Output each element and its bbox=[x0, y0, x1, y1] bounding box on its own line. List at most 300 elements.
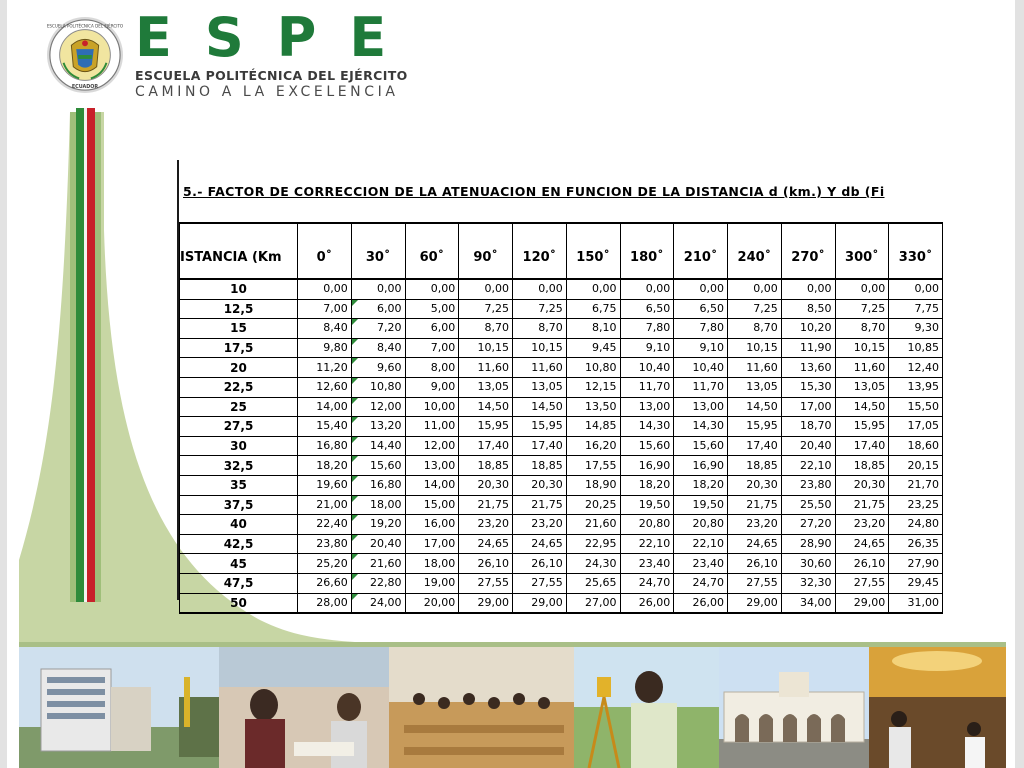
value-cell bbox=[298, 436, 352, 456]
value-cell bbox=[513, 358, 567, 378]
cell-value: 26,00 bbox=[692, 595, 724, 609]
value-cell bbox=[405, 475, 459, 495]
cell-value: 25,20 bbox=[316, 556, 348, 570]
cell-value: 18,70 bbox=[800, 419, 832, 433]
value-cell bbox=[781, 495, 835, 515]
value-cell bbox=[566, 475, 620, 495]
stripe-white bbox=[84, 108, 87, 602]
value-cell bbox=[405, 417, 459, 437]
cell-value: 8,70 bbox=[753, 321, 778, 335]
cell-value: 0,00 bbox=[860, 282, 886, 296]
cell-value: 0,00 bbox=[430, 282, 456, 296]
value-cell bbox=[459, 436, 513, 456]
table-row bbox=[180, 573, 943, 593]
cell-flag-indicator bbox=[352, 398, 358, 404]
table-row bbox=[180, 299, 943, 319]
distance-cell: 42,5 bbox=[180, 534, 298, 554]
cell-value: 13,05 bbox=[746, 380, 778, 394]
cell-value: 12,00 bbox=[370, 399, 402, 413]
cell-value: 6,75 bbox=[592, 301, 617, 315]
value-cell bbox=[781, 573, 835, 593]
value-cell bbox=[351, 456, 405, 476]
cell-value: 15,60 bbox=[370, 458, 402, 472]
cell-value: 20,80 bbox=[638, 517, 671, 531]
value-cell bbox=[351, 495, 405, 515]
cell-value: 29,00 bbox=[477, 595, 509, 609]
cell-value: 20,00 bbox=[423, 595, 456, 609]
cell-value: 15,95 bbox=[853, 419, 886, 433]
table-row bbox=[180, 495, 943, 515]
value-cell bbox=[835, 358, 889, 378]
distance-cell: 47,5 bbox=[180, 573, 298, 593]
cell-value: 12,40 bbox=[907, 360, 939, 374]
value-cell bbox=[620, 319, 674, 339]
cell-value: 18,20 bbox=[638, 478, 671, 492]
cell-value: 8,40 bbox=[377, 341, 402, 355]
cell-value: 10,40 bbox=[692, 360, 724, 374]
table-row bbox=[180, 279, 943, 299]
cell-value: 8,70 bbox=[860, 321, 886, 335]
cell-value: 17,00 bbox=[800, 399, 832, 413]
value-cell bbox=[351, 417, 405, 437]
cell-value: 16,80 bbox=[370, 478, 402, 492]
cell-value: 17,40 bbox=[531, 439, 563, 453]
value-cell bbox=[620, 534, 674, 554]
value-cell bbox=[674, 279, 728, 299]
cell-value: 7,25 bbox=[860, 301, 886, 315]
value-cell bbox=[351, 397, 405, 417]
cell-value: 32,30 bbox=[800, 576, 832, 590]
value-cell bbox=[405, 299, 459, 319]
cell-value: 17,40 bbox=[853, 439, 886, 453]
value-cell bbox=[835, 299, 889, 319]
cell-value: 26,00 bbox=[638, 595, 671, 609]
value-cell bbox=[728, 456, 782, 476]
cell-value: 16,80 bbox=[316, 439, 348, 453]
cell-value: 14,30 bbox=[638, 419, 671, 433]
value-cell bbox=[889, 279, 943, 299]
angle-column-header: 210˚ bbox=[674, 223, 728, 279]
cell-value: 7,00 bbox=[323, 301, 348, 315]
cell-value: 31,00 bbox=[907, 595, 939, 609]
value-cell bbox=[728, 495, 782, 515]
cell-flag-indicator bbox=[352, 456, 358, 462]
value-cell bbox=[405, 358, 459, 378]
table-row bbox=[180, 534, 943, 554]
value-cell bbox=[835, 475, 889, 495]
value-cell bbox=[889, 475, 943, 495]
value-cell bbox=[620, 495, 674, 515]
value-cell bbox=[405, 554, 459, 574]
value-cell bbox=[728, 515, 782, 535]
value-cell bbox=[674, 319, 728, 339]
value-cell bbox=[566, 573, 620, 593]
value-cell bbox=[459, 554, 513, 574]
value-cell bbox=[513, 319, 567, 339]
cell-value: 30,60 bbox=[800, 556, 832, 570]
cell-value: 13,20 bbox=[370, 419, 402, 433]
value-cell bbox=[405, 593, 459, 613]
value-cell bbox=[835, 436, 889, 456]
photo-colonial-building bbox=[719, 647, 869, 768]
cell-value: 34,00 bbox=[800, 595, 832, 609]
cell-value: 27,55 bbox=[746, 576, 778, 590]
distance-cell: 45 bbox=[180, 554, 298, 574]
value-cell bbox=[513, 397, 567, 417]
cell-value: 27,55 bbox=[853, 576, 886, 590]
distance-cell: 12,5 bbox=[180, 299, 298, 319]
value-cell bbox=[835, 573, 889, 593]
cell-value: 0,00 bbox=[807, 282, 832, 296]
distance-cell: 27,5 bbox=[180, 417, 298, 437]
cell-value: 8,00 bbox=[430, 360, 456, 374]
value-cell bbox=[459, 358, 513, 378]
cell-value: 11,60 bbox=[531, 360, 563, 374]
cell-value: 27,55 bbox=[477, 576, 509, 590]
value-cell bbox=[513, 593, 567, 613]
value-cell bbox=[298, 319, 352, 339]
cell-value: 20,25 bbox=[585, 497, 617, 511]
cell-value: 15,60 bbox=[638, 439, 671, 453]
cell-flag-indicator bbox=[352, 417, 358, 423]
value-cell bbox=[835, 319, 889, 339]
value-cell bbox=[674, 475, 728, 495]
cell-flag-indicator bbox=[352, 358, 358, 364]
distance-cell: 50 bbox=[180, 593, 298, 613]
angle-column-header: 330˚ bbox=[889, 223, 943, 279]
value-cell bbox=[674, 358, 728, 378]
value-cell bbox=[566, 299, 620, 319]
value-cell bbox=[298, 397, 352, 417]
cell-value: 28,90 bbox=[800, 537, 832, 551]
cell-value: 22,95 bbox=[585, 537, 617, 551]
value-cell bbox=[674, 338, 728, 358]
value-cell bbox=[620, 573, 674, 593]
cell-value: 23,80 bbox=[800, 478, 832, 492]
cell-flag-indicator bbox=[352, 378, 358, 384]
value-cell bbox=[513, 377, 567, 397]
value-cell bbox=[459, 593, 513, 613]
cell-value: 17,55 bbox=[585, 458, 617, 472]
cell-value: 7,20 bbox=[377, 321, 402, 335]
value-cell bbox=[566, 554, 620, 574]
cell-flag-indicator bbox=[352, 339, 358, 345]
cell-value: 18,60 bbox=[907, 439, 939, 453]
photo-classroom bbox=[389, 647, 574, 768]
value-cell bbox=[298, 593, 352, 613]
angle-column-header: 0˚ bbox=[298, 223, 352, 279]
value-cell bbox=[835, 397, 889, 417]
cell-value: 29,45 bbox=[907, 576, 939, 590]
value-cell bbox=[728, 397, 782, 417]
cell-value: 23,20 bbox=[531, 517, 563, 531]
value-cell bbox=[566, 436, 620, 456]
angle-column-header: 270˚ bbox=[781, 223, 835, 279]
value-cell bbox=[674, 417, 728, 437]
value-cell bbox=[620, 338, 674, 358]
cell-value: 9,45 bbox=[592, 341, 617, 355]
cell-value: 18,00 bbox=[370, 497, 402, 511]
cell-value: 11,60 bbox=[853, 360, 886, 374]
value-cell bbox=[674, 554, 728, 574]
cell-value: 16,90 bbox=[692, 458, 724, 472]
value-cell bbox=[351, 299, 405, 319]
value-cell bbox=[728, 593, 782, 613]
cell-flag-indicator bbox=[352, 535, 358, 541]
cell-value: 6,50 bbox=[699, 301, 724, 315]
value-cell bbox=[835, 593, 889, 613]
distance-cell: 22,5 bbox=[180, 377, 298, 397]
value-cell bbox=[674, 515, 728, 535]
value-cell bbox=[513, 534, 567, 554]
value-cell bbox=[620, 456, 674, 476]
cell-value: 14,30 bbox=[692, 419, 724, 433]
cell-value: 0,00 bbox=[592, 282, 617, 296]
value-cell bbox=[781, 358, 835, 378]
cell-value: 24,00 bbox=[370, 595, 402, 609]
value-cell bbox=[566, 515, 620, 535]
value-cell bbox=[674, 593, 728, 613]
cell-flag-indicator bbox=[352, 437, 358, 443]
value-cell bbox=[298, 554, 352, 574]
cell-value: 23,25 bbox=[907, 497, 939, 511]
cell-value: 17,40 bbox=[746, 439, 778, 453]
value-cell bbox=[298, 456, 352, 476]
value-cell bbox=[620, 299, 674, 319]
angle-column-header: 180˚ bbox=[620, 223, 674, 279]
value-cell bbox=[459, 475, 513, 495]
cell-value: 18,20 bbox=[316, 458, 348, 472]
cell-value: 6,00 bbox=[377, 301, 402, 315]
value-cell bbox=[674, 495, 728, 515]
cell-value: 18,85 bbox=[531, 458, 563, 472]
value-cell bbox=[835, 534, 889, 554]
value-cell bbox=[889, 554, 943, 574]
cell-value: 17,00 bbox=[423, 537, 456, 551]
value-cell bbox=[620, 358, 674, 378]
value-cell bbox=[405, 397, 459, 417]
table-row bbox=[180, 319, 943, 339]
value-cell bbox=[781, 397, 835, 417]
cell-value: 6,00 bbox=[430, 321, 456, 335]
cell-value: 26,10 bbox=[746, 556, 778, 570]
cell-value: 9,30 bbox=[914, 321, 939, 335]
photo-library bbox=[869, 647, 1006, 768]
cell-value: 14,00 bbox=[423, 478, 456, 492]
value-cell bbox=[889, 495, 943, 515]
value-cell bbox=[351, 593, 405, 613]
value-cell bbox=[566, 358, 620, 378]
cell-flag-indicator bbox=[352, 554, 358, 560]
table-row bbox=[180, 515, 943, 535]
cell-value: 12,60 bbox=[316, 380, 348, 394]
cell-flag-indicator bbox=[352, 574, 358, 580]
cell-value: 9,00 bbox=[430, 380, 456, 394]
cell-value: 16,20 bbox=[585, 439, 617, 453]
cell-value: 12,00 bbox=[423, 439, 456, 453]
cell-value: 18,85 bbox=[477, 458, 509, 472]
cell-value: 15,50 bbox=[907, 399, 939, 413]
cell-value: 10,15 bbox=[531, 341, 563, 355]
value-cell bbox=[674, 456, 728, 476]
cell-value: 28,00 bbox=[316, 595, 348, 609]
value-cell bbox=[889, 417, 943, 437]
value-cell bbox=[889, 573, 943, 593]
value-cell bbox=[405, 279, 459, 299]
cell-value: 11,60 bbox=[746, 360, 778, 374]
value-cell bbox=[728, 358, 782, 378]
cell-value: 29,00 bbox=[746, 595, 778, 609]
stripe-green bbox=[76, 108, 84, 602]
value-cell bbox=[405, 436, 459, 456]
value-cell bbox=[566, 397, 620, 417]
stripe-light-right bbox=[95, 112, 101, 602]
cell-value: 10,40 bbox=[638, 360, 671, 374]
cell-value: 7,25 bbox=[538, 301, 563, 315]
cell-value: 14,50 bbox=[853, 399, 886, 413]
cell-value: 21,60 bbox=[370, 556, 402, 570]
cell-value: 15,00 bbox=[423, 497, 456, 511]
cell-value: 26,60 bbox=[316, 576, 348, 590]
value-cell bbox=[728, 377, 782, 397]
value-cell bbox=[298, 573, 352, 593]
value-cell bbox=[728, 417, 782, 437]
seal-text-top: ESCUELA POLITÉCNICA DEL EJÉRCITO bbox=[46, 23, 124, 29]
value-cell bbox=[781, 515, 835, 535]
cell-value: 13,95 bbox=[907, 380, 939, 394]
cell-value: 22,40 bbox=[316, 517, 348, 531]
value-cell bbox=[566, 319, 620, 339]
distance-cell: 30 bbox=[180, 436, 298, 456]
value-cell bbox=[835, 554, 889, 574]
cell-value: 20,30 bbox=[746, 478, 778, 492]
cell-value: 21,70 bbox=[907, 478, 939, 492]
value-cell bbox=[728, 299, 782, 319]
cell-value: 13,00 bbox=[692, 399, 724, 413]
value-cell bbox=[728, 436, 782, 456]
cell-value: 29,00 bbox=[853, 595, 886, 609]
cell-value: 13,05 bbox=[477, 380, 509, 394]
cell-value: 18,85 bbox=[746, 458, 778, 472]
table-row bbox=[180, 377, 943, 397]
cell-value: 8,40 bbox=[323, 321, 348, 335]
cell-value: 21,60 bbox=[585, 517, 617, 531]
value-cell bbox=[298, 417, 352, 437]
value-cell bbox=[351, 515, 405, 535]
cell-value: 13,00 bbox=[423, 458, 456, 472]
table-body bbox=[180, 279, 943, 613]
value-cell bbox=[835, 515, 889, 535]
cell-value: 18,20 bbox=[692, 478, 724, 492]
spreadsheet-excerpt bbox=[177, 160, 942, 610]
cell-value: 24,70 bbox=[692, 576, 724, 590]
cell-value: 13,60 bbox=[800, 360, 832, 374]
value-cell bbox=[835, 279, 889, 299]
cell-value: 8,10 bbox=[592, 321, 617, 335]
table-header-row bbox=[180, 223, 943, 279]
value-cell bbox=[889, 515, 943, 535]
value-cell bbox=[620, 593, 674, 613]
cell-value: 12,15 bbox=[585, 380, 617, 394]
espe-seal-logo bbox=[46, 16, 124, 94]
cell-value: 24,65 bbox=[853, 537, 886, 551]
value-cell bbox=[513, 495, 567, 515]
distance-column-header: ISTANCIA (Km bbox=[180, 223, 298, 279]
value-cell bbox=[620, 475, 674, 495]
value-cell bbox=[566, 495, 620, 515]
cell-value: 26,10 bbox=[477, 556, 509, 570]
angle-column-header: 30˚ bbox=[351, 223, 405, 279]
cell-value: 20,30 bbox=[531, 478, 563, 492]
cell-value: 0,00 bbox=[323, 282, 348, 296]
cell-value: 20,80 bbox=[692, 517, 724, 531]
value-cell bbox=[889, 319, 943, 339]
cell-value: 13,00 bbox=[638, 399, 671, 413]
cell-value: 11,00 bbox=[423, 419, 456, 433]
distance-cell: 35 bbox=[180, 475, 298, 495]
value-cell bbox=[889, 397, 943, 417]
cell-value: 8,70 bbox=[484, 321, 509, 335]
angle-column-header: 240˚ bbox=[728, 223, 782, 279]
cell-value: 9,10 bbox=[645, 341, 671, 355]
value-cell bbox=[620, 554, 674, 574]
value-cell bbox=[728, 573, 782, 593]
value-cell bbox=[459, 299, 513, 319]
value-cell bbox=[620, 436, 674, 456]
cell-value: 18,00 bbox=[423, 556, 456, 570]
value-cell bbox=[781, 279, 835, 299]
value-cell bbox=[835, 338, 889, 358]
value-cell bbox=[889, 299, 943, 319]
value-cell bbox=[513, 417, 567, 437]
value-cell bbox=[781, 377, 835, 397]
cell-value: 11,90 bbox=[800, 341, 832, 355]
cell-value: 13,50 bbox=[585, 399, 617, 413]
cell-value: 15,95 bbox=[477, 419, 509, 433]
cell-value: 14,00 bbox=[316, 399, 348, 413]
cell-value: 24,70 bbox=[638, 576, 671, 590]
angle-column-header: 90˚ bbox=[459, 223, 513, 279]
value-cell bbox=[889, 338, 943, 358]
cell-value: 27,20 bbox=[800, 517, 832, 531]
value-cell bbox=[405, 515, 459, 535]
value-cell bbox=[459, 338, 513, 358]
cell-value: 10,85 bbox=[907, 341, 939, 355]
cell-value: 15,60 bbox=[692, 439, 724, 453]
cell-value: 7,25 bbox=[753, 301, 778, 315]
cell-value: 22,10 bbox=[638, 537, 671, 551]
value-cell bbox=[889, 534, 943, 554]
value-cell bbox=[728, 319, 782, 339]
value-cell bbox=[781, 436, 835, 456]
cell-value: 17,05 bbox=[907, 419, 939, 433]
value-cell bbox=[459, 279, 513, 299]
cell-value: 23,80 bbox=[316, 537, 348, 551]
cell-value: 27,55 bbox=[531, 576, 563, 590]
cell-flag-indicator bbox=[352, 594, 358, 600]
distance-cell: 37,5 bbox=[180, 495, 298, 515]
cell-value: 20,40 bbox=[800, 439, 832, 453]
cell-value: 26,10 bbox=[853, 556, 886, 570]
distance-cell: 17,5 bbox=[180, 338, 298, 358]
cell-value: 16,00 bbox=[423, 517, 456, 531]
cell-value: 19,00 bbox=[423, 576, 456, 590]
value-cell bbox=[351, 338, 405, 358]
value-cell bbox=[513, 515, 567, 535]
value-cell bbox=[298, 475, 352, 495]
value-cell bbox=[459, 456, 513, 476]
value-cell bbox=[781, 593, 835, 613]
